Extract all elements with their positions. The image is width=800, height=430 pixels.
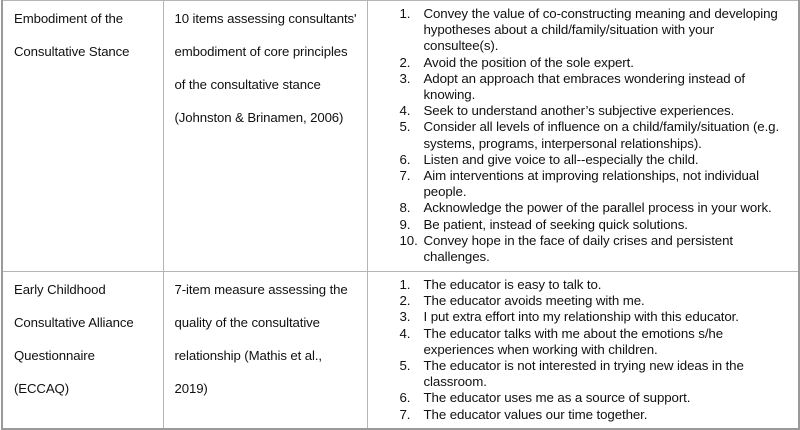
item-text: The educator is easy to talk to.	[423, 277, 602, 292]
item-text: I put extra effort into my relationship with this educator.	[423, 309, 739, 325]
list-item	[368, 200, 789, 216]
measure-name-cell	[2, 272, 163, 429]
item-text: The educator avoids meeting with me.	[423, 293, 645, 309]
item-text: The educator is not interested in trying new ideas in the classroom.	[423, 358, 744, 390]
item-text: Listen and give voice to all--especially the child.	[423, 151, 699, 167]
list-item	[368, 71, 789, 103]
measure-items-cell	[367, 272, 799, 429]
description-line: 10 items assessing consultants'	[174, 11, 357, 26]
item-text: Aim interventions at improving relationships, not individual people.	[423, 168, 759, 200]
item-text: Convey hope in the face of daily crises and persistent challenges.	[423, 232, 733, 265]
list-item	[368, 390, 789, 406]
measure-name-cell	[2, 1, 163, 272]
description-line: quality of the consultative	[174, 315, 320, 330]
description-line: relationship (Mathis et al.,	[174, 348, 322, 363]
description-line: 7-item measure assessing the	[174, 282, 348, 297]
item-number: 1.	[399, 6, 411, 21]
measure-name-line: Questionnaire	[14, 348, 95, 363]
description-line: (Johnston & Brinamen, 2006)	[174, 110, 344, 125]
item-number: 7.	[399, 406, 411, 422]
item-number: 6.	[399, 151, 411, 167]
item-number: 9.	[399, 216, 411, 232]
item-number: 10.	[399, 232, 418, 248]
item-number: 6.	[399, 390, 411, 406]
list-item	[368, 6, 789, 55]
measure-name-line: Consultative Stance	[14, 44, 130, 59]
list-item	[368, 103, 789, 119]
item-number: 5.	[399, 358, 411, 374]
list-item	[368, 55, 789, 71]
item-text: Acknowledge the power of the parallel process in your work.	[423, 200, 772, 216]
item-number: 2.	[399, 54, 411, 70]
item-number: 3.	[399, 309, 411, 325]
list-item	[368, 326, 789, 358]
list-item	[368, 233, 789, 265]
measure-name-line: (ECCAQ)	[14, 381, 69, 396]
list-item	[368, 217, 789, 233]
list-item	[368, 407, 789, 423]
table-row	[2, 272, 799, 429]
measure-name-line: Early Childhood	[14, 282, 106, 297]
item-text: Be patient, instead of seeking quick solutions.	[423, 216, 688, 232]
measure-name-line: Embodiment of the	[14, 11, 123, 26]
item-number: 3.	[399, 70, 411, 86]
list-item	[368, 358, 789, 390]
measure-items-cell	[367, 1, 799, 272]
list-item	[368, 293, 789, 309]
item-number: 7.	[399, 168, 411, 184]
item-text: The educator talks with me about the emotions s/he experiences when working with children.	[423, 325, 724, 357]
measures-table	[1, 0, 800, 430]
table-row	[2, 1, 799, 272]
item-number: 1.	[399, 277, 411, 292]
items-list	[368, 277, 789, 423]
description-line: 2019)	[174, 381, 208, 396]
measure-description-cell	[163, 1, 367, 272]
list-item	[368, 309, 789, 325]
item-number: 4.	[399, 325, 411, 341]
item-text: The educator uses me as a source of support.	[423, 390, 691, 406]
list-item	[368, 119, 789, 151]
item-text: Avoid the position of the sole expert.	[423, 54, 634, 70]
item-text: Consider all levels of influence on a child/family/situation (e.g. systems, programs, interpersonal relationships).	[423, 119, 780, 151]
list-item	[368, 168, 789, 200]
items-list	[368, 6, 789, 265]
description-line: of the consultative stance	[174, 77, 321, 92]
item-number: 2.	[399, 293, 411, 309]
item-text: Adopt an approach that embraces wondering instead of knowing.	[423, 70, 746, 103]
item-number: 4.	[399, 103, 411, 119]
item-text: The educator values our time together.	[423, 406, 648, 422]
measure-name-line: Consultative Alliance	[14, 315, 134, 330]
measure-description-cell	[163, 272, 367, 429]
list-item	[368, 152, 789, 168]
item-text: Convey the value of co-constructing meaning and developing hypotheses about a child/family/situation with your consultee(s).	[423, 6, 778, 54]
item-text: Seek to understand another’s subjective experiences.	[423, 103, 735, 119]
list-item	[368, 277, 789, 293]
item-number: 5.	[399, 119, 411, 135]
item-number: 8.	[399, 200, 411, 216]
description-line: embodiment of core principles	[174, 44, 348, 59]
